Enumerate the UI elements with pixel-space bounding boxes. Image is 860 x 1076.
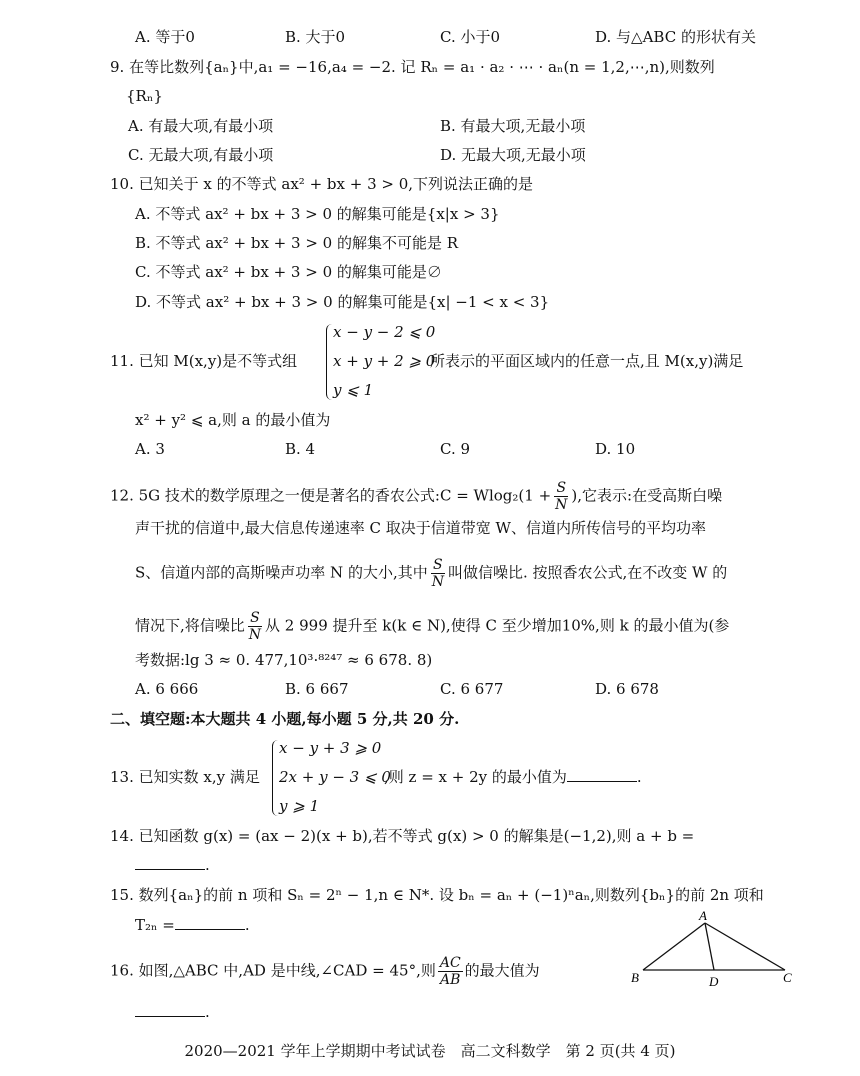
q12-frac-den: N [555,497,568,513]
q12-line3 [135,557,727,590]
q12-line3-b: 叫做信噪比. 按照香农公式,在不改变 W 的 [447,563,728,582]
q8-option-a: A. 等于0 [135,28,195,46]
q12-option-d: D. 6 678 [595,680,659,698]
q12-line1-a: 12. 5G 技术的数学原理之一便是著名的香农公式:C = Wlog₂(1 + [110,486,552,505]
q16-period: . [205,1003,210,1021]
q12-line5: 考数据:lg 3 ≈ 0. 477,10³·⁸²⁴⁷ ≈ 6 678. 8) [135,651,433,669]
q9-option-c: C. 无最大项,有最小项 [128,146,274,164]
q10-option-c: C. 不等式 ax² + bx + 3 > 0 的解集可能是∅ [135,263,442,281]
q12-line1 [110,480,722,513]
q16-frac-num: AC [439,955,461,971]
q11-system-brace [326,324,333,400]
q12-line4-b: 从 2 999 提升至 k(k ∈ N),使得 C 至少增加10%,则 k 的最小值为(参 [265,616,730,635]
q13-stem-before: 13. 已知实数 x,y 满足 [110,768,260,786]
q11-option-b: B. 4 [285,440,316,458]
q13-system-brace [272,740,279,816]
q13-system-row3: y ⩾ 1 [279,797,320,815]
q14-period: . [205,856,210,874]
q13-period: . [636,768,642,786]
q12-frac2-den: N [431,574,444,590]
q12-frac2-num: S [433,557,443,573]
q9-stem-line2: {Rₙ} [126,87,163,105]
q12-frac3-num: S [250,610,260,626]
q12-line1-b: ),它表示:在受高斯白噪 [571,486,723,505]
q16-line2 [135,1002,210,1022]
q16-stem-after: 的最大值为 [464,961,540,980]
q11-system-row1: x − y − 2 ⩽ 0 [333,323,436,341]
q12-snr-fraction [553,480,569,513]
label-c: C [783,970,792,985]
q12-frac-num: S [556,480,567,496]
q13-stem-after-text: ,则 z = x + 2y 的最小值为 [384,768,567,786]
q15-line2 [135,915,250,935]
q14-stem: 14. 已知函数 g(x) = (ax − 2)(x + b),若不等式 g(x) > 0 的解集是(−1,2),则 a + b = [110,827,695,845]
edge-ab [643,923,705,970]
q15-stem: 15. 数列{aₙ}的前 n 项和 Sₙ = 2ⁿ − 1,n ∈ N*. 设 bₙ = aₙ + (−1)ⁿaₙ,则数列{bₙ}的前 2n 项和 [110,886,764,904]
q14-answer-blank[interactable] [135,855,205,870]
q9-stem-line1: 9. 在等比数列{aₙ}中,a₁ = −16,a₄ = −2. 记 Rₙ = a₁ · a₂ · ⋯ · aₙ(n = 1,2,⋯,n),则数列 [110,58,715,76]
q16-stem [110,955,540,988]
q16-answer-blank[interactable] [135,1002,205,1017]
q15-t2n: T₂ₙ = [135,916,175,934]
q10-option-b: B. 不等式 ax² + bx + 3 > 0 的解集不可能是 R [135,234,459,252]
q9-option-a: A. 有最大项,有最小项 [128,117,274,135]
median-ad [705,923,714,970]
q15-period: . [244,916,250,934]
q12-line3-a: S、信道内部的高斯噪声功率 N 的大小,其中 [135,563,428,582]
q11-stem-line2: x² + y² ⩽ a,则 a 的最小值为 [135,411,331,429]
q10-stem: 10. 已知关于 x 的不等式 ax² + bx + 3 > 0,下列说法正确的是 [110,175,534,193]
label-a: A [699,908,707,923]
q11-stem-before: 11. 已知 M(x,y)是不等式组 [110,352,298,370]
q12-option-b: B. 6 667 [285,680,349,698]
page-footer: 2020—2021 学年上学期期中考试试卷 高二文科数学 第 2 页(共 4 页) [184,1042,676,1060]
edge-ac [705,923,785,970]
q13-stem-after [384,767,642,787]
section-2-heading: 二、填空题:本大题共 4 小题,每小题 5 分,共 20 分. [110,710,460,728]
q11-system-row3: y ⩽ 1 [333,381,374,399]
q14-line2 [135,855,210,875]
q8-option-b: B. 大于0 [285,28,346,46]
q16-triangle-figure [625,908,800,993]
q16-stem-before: 16. 如图,△ABC 中,AD 是中线,∠CAD = 45°,则 [110,961,436,980]
q10-option-d: D. 不等式 ax² + bx + 3 > 0 的解集可能是{x| −1 < x < 3} [135,293,550,311]
q12-frac3-den: N [248,627,262,643]
q15-answer-blank[interactable] [175,915,245,930]
q9-option-d: D. 无最大项,无最小项 [440,146,586,164]
label-b: B [631,970,639,985]
q12-line4 [135,610,729,643]
label-d: D [709,974,719,989]
q8-option-c: C. 小于0 [440,28,501,46]
q16-frac-den: AB [440,972,461,988]
q11-system-row2: x + y + 2 ⩾ 0 [333,352,436,370]
q11-option-d: D. 10 [595,440,636,458]
q11-stem-after: 所表示的平面区域内的任意一点,且 M(x,y)满足 [430,352,744,370]
q12-line2: 声干扰的信道中,最大信息传递速率 C 取决于信道带宽 W、信道内所传信号的平均功率 [135,519,706,537]
q9-option-b: B. 有最大项,无最小项 [440,117,586,135]
q16-ratio-fraction [438,955,463,988]
q10-option-a: A. 不等式 ax² + bx + 3 > 0 的解集可能是{x|x > 3} [135,205,500,223]
q11-option-a: A. 3 [135,440,165,458]
q12-option-c: C. 6 677 [440,680,504,698]
q13-system-row1: x − y + 3 ⩾ 0 [279,739,382,757]
q13-system-row2: 2x + y − 3 ⩽ 0 [279,768,391,786]
q12-line4-a: 情况下,将信噪比 [135,616,245,635]
q12-snr-fraction-3 [247,610,263,643]
q12-option-a: A. 6 666 [135,680,199,698]
q13-answer-blank[interactable] [567,767,637,782]
q8-option-d: D. 与△ABC 的形状有关 [595,28,756,46]
q11-option-c: C. 9 [440,440,471,458]
q12-snr-fraction-2 [430,557,446,590]
